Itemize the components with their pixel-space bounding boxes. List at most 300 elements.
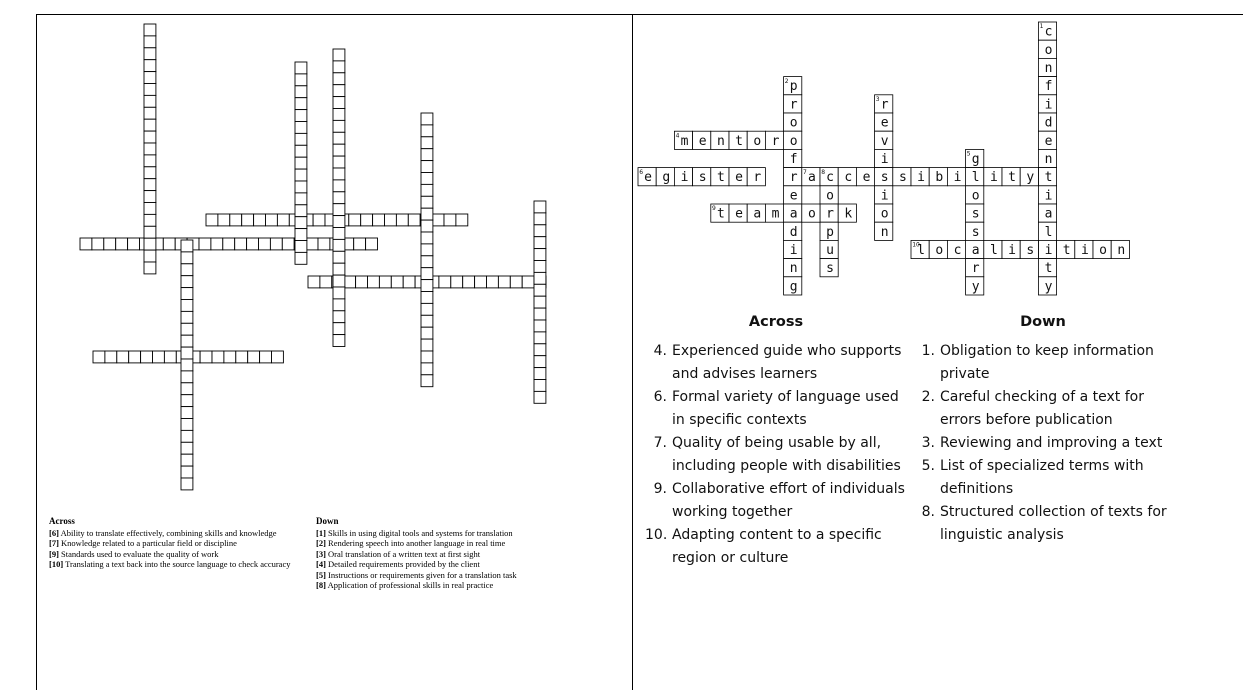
grid-cell[interactable] (421, 161, 433, 173)
clue-item: [9] Standards used to evaluate the quality of work (49, 548, 219, 559)
grid-cell[interactable] (295, 74, 307, 86)
cell-letter: l (917, 243, 926, 258)
grid-cell[interactable] (128, 238, 140, 250)
clue-item: [6] Ability to translate effectively, combining skills and knowledge (49, 527, 277, 538)
grid-cell[interactable] (421, 351, 433, 363)
solved-crossword-panel (633, 14, 1243, 690)
cell-letter: s (971, 206, 980, 222)
grid-cell[interactable] (266, 214, 278, 226)
grid-cell[interactable] (333, 228, 345, 240)
grid-cell[interactable] (248, 351, 260, 363)
grid-cell[interactable] (181, 240, 193, 252)
grid-cell[interactable] (403, 276, 415, 288)
grid-cell[interactable] (181, 288, 193, 300)
grid-cell[interactable] (181, 454, 193, 466)
grid-cell[interactable] (534, 272, 546, 284)
grid-cell[interactable] (522, 276, 534, 288)
cell-letter: o (971, 188, 980, 204)
cell-letter: t (1062, 243, 1071, 258)
cell-letter: o (880, 206, 889, 222)
grid-cell[interactable] (218, 214, 230, 226)
grid-cell[interactable] (408, 214, 420, 226)
grid-cell[interactable] (129, 351, 141, 363)
grid-cell[interactable] (295, 133, 307, 145)
clue-item: [3] Oral translation of a written text at first sight (316, 548, 481, 559)
clue-item: [8] Application of professional skills in real practice (316, 580, 494, 590)
grid-cell[interactable] (164, 351, 176, 363)
grid-cell[interactable] (333, 275, 345, 287)
cell-letter: s (880, 170, 889, 186)
cell-letter: a (971, 243, 980, 258)
grid-cell[interactable] (144, 262, 156, 274)
grid-cell[interactable] (144, 155, 156, 167)
grid-cell[interactable] (439, 276, 451, 288)
cell-letter: e (880, 115, 889, 131)
grid-cell[interactable] (80, 238, 92, 250)
grid-cell[interactable] (92, 238, 104, 250)
grid-cell[interactable] (144, 203, 156, 215)
grid-cell[interactable] (144, 84, 156, 96)
grid-cell[interactable] (456, 214, 468, 226)
grid-cell[interactable] (475, 276, 487, 288)
grid-cell[interactable] (181, 276, 193, 288)
cell-letter: o (807, 206, 816, 222)
cell-letter: n (789, 261, 798, 277)
cell-letter: s (826, 261, 835, 277)
grid-cell[interactable] (117, 351, 129, 363)
clue-item: 7. Quality of being usable by all, including people with disabilities (653, 435, 901, 474)
cell-letter: v (880, 133, 889, 149)
grid-cell[interactable] (181, 311, 193, 323)
grid-cell[interactable] (295, 86, 307, 98)
clue-item: 8. Structured collection of texts for linguistic analysis (921, 504, 1167, 543)
grid-cell[interactable] (534, 296, 546, 308)
clue-number: 9 (712, 205, 716, 213)
cell-letter: t (735, 133, 744, 149)
grid-cell[interactable] (242, 214, 254, 226)
grid-cell[interactable] (295, 145, 307, 157)
grid-cell[interactable] (333, 132, 345, 144)
grid-cell[interactable] (144, 24, 156, 36)
grid-cell[interactable] (487, 276, 499, 288)
cell-letter: f (1044, 79, 1053, 95)
grid-cell[interactable] (333, 239, 345, 251)
grid-cell[interactable] (254, 214, 266, 226)
grid-cell[interactable] (295, 122, 307, 134)
grid-cell[interactable] (181, 252, 193, 264)
cell-letter: a (807, 170, 816, 186)
grid-cell[interactable] (534, 356, 546, 368)
clue-number: 4 (675, 132, 680, 140)
grid-cell[interactable] (354, 238, 366, 250)
cell-letter: e (735, 170, 744, 186)
grid-cell[interactable] (421, 244, 433, 256)
grid-cell[interactable] (144, 143, 156, 155)
grid-cell[interactable] (105, 351, 117, 363)
grid-cell[interactable] (223, 238, 235, 250)
cell-letter: l (971, 170, 980, 186)
grid-cell[interactable] (333, 180, 345, 192)
grid-cell[interactable] (421, 375, 433, 387)
grid-cell[interactable] (333, 120, 345, 132)
cell-letter: o (1044, 42, 1053, 58)
grid-cell[interactable] (534, 249, 546, 261)
grid-cell[interactable] (421, 173, 433, 185)
grid-cell[interactable] (333, 287, 345, 299)
cell-letter: t (1008, 170, 1017, 186)
clue-number: 5 (966, 150, 971, 158)
grid-cell[interactable] (421, 113, 433, 125)
clue-number: 8 (821, 168, 826, 176)
grid-cell[interactable] (181, 300, 193, 312)
right-down-heading: Down (1020, 314, 1066, 330)
cell-letter: t (1044, 170, 1053, 186)
grid-cell[interactable] (333, 299, 345, 311)
cell-letter: y (1044, 279, 1053, 295)
grid-cell[interactable] (181, 430, 193, 442)
grid-cell[interactable] (295, 217, 307, 229)
cell-letter: k (844, 206, 853, 222)
grid-cell[interactable] (144, 179, 156, 191)
grid-cell[interactable] (333, 263, 345, 275)
grid-cell[interactable] (421, 280, 433, 292)
grid-cell[interactable] (270, 238, 282, 250)
grid-cell[interactable] (181, 371, 193, 383)
grid-cell[interactable] (349, 214, 361, 226)
grid-cell[interactable] (181, 347, 193, 359)
grid-cell[interactable] (141, 351, 153, 363)
grid-cell[interactable] (344, 276, 356, 288)
grid-cell[interactable] (181, 407, 193, 419)
cell-letter: i (1044, 243, 1053, 258)
cell-letter: n (1044, 152, 1053, 167)
cell-letter: i (680, 170, 689, 186)
grid-cell[interactable] (212, 351, 224, 363)
grid-cell[interactable] (379, 276, 391, 288)
grid-cell[interactable] (333, 144, 345, 156)
grid-cell[interactable] (206, 214, 218, 226)
cell-letter: y (1026, 170, 1035, 186)
grid-cell[interactable] (144, 250, 156, 262)
grid-cell[interactable] (421, 184, 433, 196)
cell-letter: e (789, 188, 798, 204)
grid-cell[interactable] (144, 48, 156, 60)
grid-cell[interactable] (421, 339, 433, 351)
grid-cell[interactable] (444, 214, 456, 226)
grid-cell[interactable] (391, 276, 403, 288)
right-down-clues (913, 311, 1173, 547)
grid-cell[interactable] (333, 49, 345, 61)
cell-letter: r (826, 206, 835, 222)
grid-cell[interactable] (181, 359, 193, 371)
cell-letter: o (1099, 243, 1108, 258)
grid-cell[interactable] (236, 351, 248, 363)
grid-cell[interactable] (385, 214, 397, 226)
cell-letter: c (953, 243, 962, 258)
grid-cell[interactable] (421, 125, 433, 137)
cell-letter: i (880, 188, 889, 204)
cell-letter: i (953, 170, 962, 186)
grid-cell[interactable] (260, 351, 272, 363)
grid-cell[interactable] (104, 238, 116, 250)
grid-cell[interactable] (421, 327, 433, 339)
cell-letter: r (753, 170, 762, 186)
clue-number: 2 (784, 77, 789, 85)
grid-cell[interactable] (421, 137, 433, 149)
cell-letter: o (789, 115, 798, 131)
grid-cell[interactable] (272, 351, 284, 363)
cell-letter: c (826, 170, 835, 186)
grid-cell[interactable] (534, 201, 546, 213)
cell-letter: c (844, 170, 853, 186)
grid-cell[interactable] (534, 308, 546, 320)
grid-cell[interactable] (144, 36, 156, 48)
cell-letter: n (880, 224, 889, 240)
clue-item: [2] Rendering speech into another language in real time (316, 538, 506, 548)
grid-cell[interactable] (230, 214, 242, 226)
grid-cell[interactable] (498, 276, 510, 288)
grid-cell[interactable] (534, 237, 546, 249)
grid-cell[interactable] (333, 97, 345, 109)
grid-cell[interactable] (421, 363, 433, 375)
grid-cell[interactable] (247, 238, 259, 250)
cell-letter: t (1044, 261, 1053, 277)
cell-letter: s (1026, 243, 1035, 258)
cell-letter: g (789, 279, 798, 295)
grid-cell[interactable] (534, 332, 546, 344)
cell-letter: a (753, 206, 762, 222)
cell-letter: t (716, 170, 725, 186)
cell-letter: r (971, 261, 980, 277)
cell-letter: m (680, 133, 689, 149)
grid-cell[interactable] (144, 238, 156, 250)
grid-cell[interactable] (534, 391, 546, 403)
cell-letter: n (1044, 61, 1053, 76)
right-across-clues (645, 311, 907, 570)
grid-cell[interactable] (534, 213, 546, 225)
grid-cell[interactable] (144, 60, 156, 72)
grid-cell[interactable] (534, 261, 546, 273)
clue-number: 7 (803, 168, 807, 176)
grid-cell[interactable] (144, 214, 156, 226)
grid-cell[interactable] (181, 383, 193, 395)
cell-letter: a (1044, 206, 1053, 222)
grid-cell[interactable] (295, 229, 307, 241)
cell-letter: e (698, 133, 707, 149)
cell-letter: i (1008, 243, 1017, 258)
clue-number: 3 (875, 96, 880, 103)
grid-cell[interactable] (421, 208, 433, 220)
grid-cell[interactable] (333, 61, 345, 73)
grid-cell[interactable] (534, 368, 546, 380)
grid-cell[interactable] (295, 252, 307, 264)
grid-cell[interactable] (235, 238, 247, 250)
grid-cell[interactable] (306, 238, 318, 250)
grid-cell[interactable] (318, 238, 330, 250)
clue-item: [7] Knowledge related to a particular field or discipline (49, 538, 237, 548)
grid-cell[interactable] (200, 351, 212, 363)
cell-letter: l (1044, 224, 1053, 240)
grid-cell[interactable] (421, 232, 433, 244)
grid-cell[interactable] (333, 311, 345, 323)
grid-cell[interactable] (333, 251, 345, 263)
grid-cell[interactable] (153, 351, 165, 363)
cell-letter: o (935, 243, 944, 258)
grid-cell[interactable] (295, 110, 307, 122)
left-down-clues (316, 516, 578, 591)
grid-cell[interactable] (295, 205, 307, 217)
cell-letter: r (771, 133, 780, 149)
grid-cell[interactable] (421, 149, 433, 161)
grid-cell[interactable] (181, 395, 193, 407)
grid-cell[interactable] (451, 276, 463, 288)
cell-letter: p (789, 79, 798, 95)
grid-cell[interactable] (510, 276, 522, 288)
grid-cell[interactable] (144, 119, 156, 131)
grid-cell[interactable] (421, 196, 433, 208)
grid-cell[interactable] (421, 292, 433, 304)
grid-cell[interactable] (116, 238, 128, 250)
cell-letter: i (1044, 188, 1053, 204)
grid-cell[interactable] (224, 351, 236, 363)
grid-cell[interactable] (333, 204, 345, 216)
cell-letter: r (789, 97, 798, 113)
cell-letter: a (789, 206, 798, 222)
grid-cell[interactable] (320, 276, 332, 288)
cell-letter: s (898, 170, 907, 186)
grid-cell[interactable] (144, 226, 156, 238)
grid-cell[interactable] (163, 238, 175, 250)
grid-cell[interactable] (534, 344, 546, 356)
grid-cell[interactable] (356, 276, 368, 288)
cell-letter: s (971, 224, 980, 240)
grid-cell[interactable] (361, 214, 373, 226)
grid-cell[interactable] (295, 98, 307, 110)
grid-cell[interactable] (181, 264, 193, 276)
clue-item: [10] Translating a text back into the source language to check accuracy (49, 559, 291, 569)
clue-number: 6 (639, 168, 644, 176)
grid-cell[interactable] (181, 419, 193, 431)
left-across-heading: Across (49, 516, 75, 526)
grid-cell[interactable] (144, 72, 156, 84)
grid-cell[interactable] (93, 351, 105, 363)
grid-cell[interactable] (333, 73, 345, 85)
grid-cell[interactable] (421, 315, 433, 327)
right-across-heading: Across (748, 314, 804, 330)
grid-cell[interactable] (295, 62, 307, 74)
grid-cell[interactable] (421, 268, 433, 280)
clue-item: [1] Skills in using digital tools and systems for translation (316, 527, 513, 538)
grid-cell[interactable] (368, 276, 380, 288)
cell-letter: i (989, 170, 998, 186)
left-down-heading: Down (316, 516, 339, 526)
clue-number: 1 (1039, 23, 1044, 31)
clue-item: 4. Experienced guide who supports and advises learners (653, 343, 902, 382)
grid-cell[interactable] (373, 214, 385, 226)
grid-cell[interactable] (295, 157, 307, 169)
grid-cell[interactable] (421, 256, 433, 268)
grid-cell[interactable] (181, 478, 193, 490)
grid-cell[interactable] (144, 107, 156, 119)
cell-letter: e (644, 170, 653, 186)
grid-cell[interactable] (259, 238, 271, 250)
grid-cell[interactable] (333, 216, 345, 228)
cell-letter: s (698, 170, 707, 186)
grid-cell[interactable] (534, 380, 546, 392)
grid-cell[interactable] (282, 238, 294, 250)
clue-item: [5] Instructions or requirements given for a translation task (316, 569, 517, 580)
blank-crossword-panel (36, 14, 632, 690)
cell-letter: e (862, 170, 871, 186)
grid-cell[interactable] (144, 167, 156, 179)
grid-cell[interactable] (308, 276, 320, 288)
grid-cell[interactable] (396, 214, 408, 226)
cell-letter: i (917, 170, 926, 186)
grid-cell[interactable] (366, 238, 378, 250)
grid-cell[interactable] (181, 442, 193, 454)
cell-letter: g (971, 152, 980, 167)
cell-letter: d (1044, 115, 1053, 131)
grid-cell[interactable] (181, 466, 193, 478)
grid-cell[interactable] (144, 131, 156, 143)
grid-cell[interactable] (277, 214, 289, 226)
cell-letter: g (662, 170, 671, 186)
grid-cell[interactable] (313, 214, 325, 226)
cell-letter: i (1080, 243, 1089, 258)
grid-cell[interactable] (333, 156, 345, 168)
grid-cell[interactable] (333, 85, 345, 97)
grid-cell[interactable] (295, 169, 307, 181)
cell-letter: f (789, 152, 798, 167)
clue-item: 6. Formal variety of language used in specific contexts (653, 389, 899, 428)
clue-item: 2. Careful checking of a text for errors before publication (921, 389, 1144, 428)
grid-cell[interactable] (421, 220, 433, 232)
grid-cell[interactable] (534, 320, 546, 332)
cell-letter: u (826, 243, 835, 258)
grid-cell[interactable] (421, 303, 433, 315)
grid-cell[interactable] (463, 276, 475, 288)
grid-cell[interactable] (333, 192, 345, 204)
grid-cell[interactable] (211, 238, 223, 250)
clue-item: 10. Adapting content to a specific region or culture (645, 527, 882, 566)
grid-cell[interactable] (295, 193, 307, 205)
cell-letter: n (1117, 243, 1126, 258)
grid-cell[interactable] (333, 335, 345, 347)
grid-cell[interactable] (144, 95, 156, 107)
cell-letter: r (789, 170, 798, 186)
cell-letter: c (1044, 24, 1053, 40)
grid-cell[interactable] (333, 109, 345, 121)
grid-cell[interactable] (534, 284, 546, 296)
cell-letter: n (716, 133, 725, 149)
cell-letter: r (880, 97, 889, 113)
grid-cell[interactable] (181, 335, 193, 347)
grid-cell[interactable] (144, 191, 156, 203)
cell-letter: e (735, 206, 744, 222)
clue-item: 5. List of specialized terms with definitions (921, 458, 1144, 497)
cell-letter: b (935, 170, 944, 186)
cell-letter: i (1044, 97, 1053, 113)
grid-cell[interactable] (199, 238, 211, 250)
grid-cell[interactable] (295, 241, 307, 253)
grid-cell[interactable] (181, 323, 193, 335)
clue-item: 3. Reviewing and improving a text (921, 435, 1163, 451)
grid-cell[interactable] (333, 168, 345, 180)
grid-cell[interactable] (333, 323, 345, 335)
grid-cell[interactable] (432, 214, 444, 226)
grid-cell[interactable] (295, 181, 307, 193)
grid-cell[interactable] (534, 225, 546, 237)
